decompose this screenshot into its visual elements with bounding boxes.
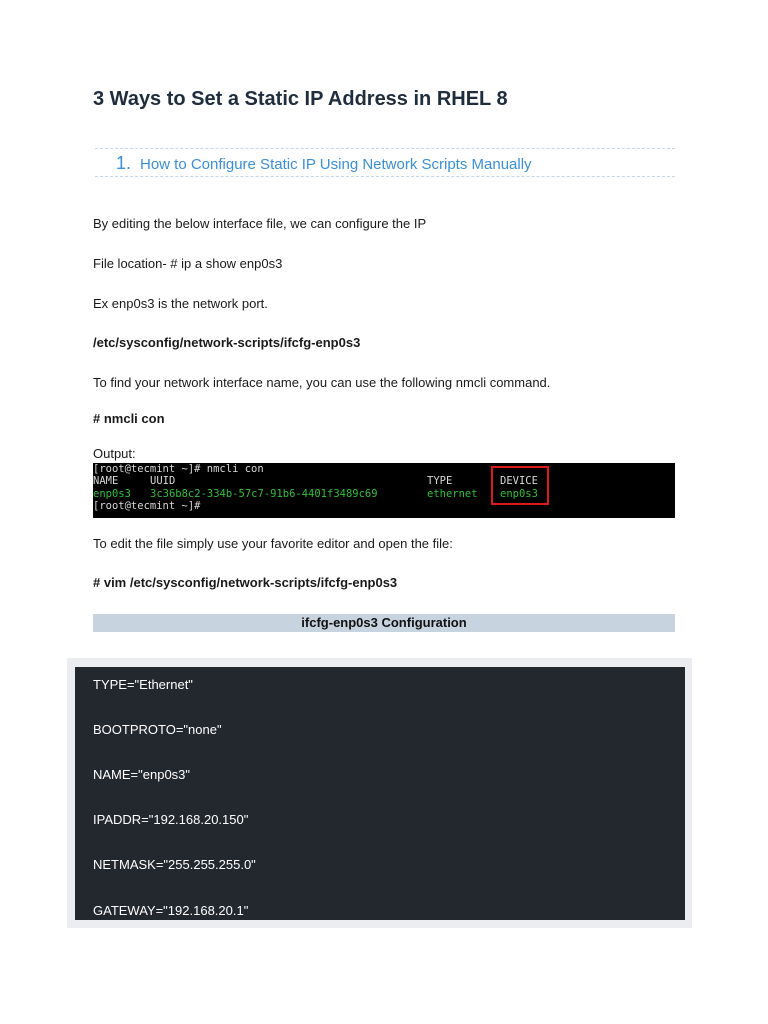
- intro-paragraph: By editing the below interface file, we can configure the IP: [93, 216, 427, 231]
- section-heading: How to Configure Static IP Using Network Scripts Manually: [140, 156, 532, 173]
- page-title: 3 Ways to Set a Static IP Address in RHEL 8: [93, 88, 508, 110]
- edit-file-text: To edit the file simply use your favorite editor and open the file:: [93, 536, 453, 551]
- code-block: [75, 667, 685, 920]
- terminal-header-name: NAME: [93, 475, 119, 487]
- terminal-header-device: DEVICE: [500, 475, 538, 487]
- file-path-text: /etc/sysconfig/network-scripts/ifcfg-enp0s3: [93, 335, 361, 350]
- terminal-end-prompt: [root@tecmint ~]#: [93, 500, 201, 512]
- config-line-bootproto: BOOTPROTO="none": [93, 722, 222, 737]
- terminal-prompt-line: [root@tecmint ~]# nmcli con: [93, 463, 264, 475]
- config-line-gateway: GATEWAY="192.168.20.1": [93, 903, 249, 918]
- network-port-text: Ex enp0s3 is the network port.: [93, 296, 268, 311]
- device-highlight-box: [491, 466, 549, 505]
- file-location-text: File location- # ip a show enp0s3: [93, 256, 283, 271]
- terminal-row-type: ethernet: [427, 488, 478, 500]
- config-line-name: NAME="enp0s3": [93, 767, 191, 782]
- find-interface-text: To find your network interface name, you can use the following nmcli command.: [93, 375, 551, 390]
- terminal-row-name: enp0s3: [93, 488, 131, 500]
- terminal-row-uuid: 3c36b8c2-334b-57c7-91b6-4401f3489c69: [150, 488, 378, 500]
- terminal-header-uuid: UUID: [150, 475, 176, 487]
- vim-command-text: # vim /etc/sysconfig/network-scripts/ifcfg-enp0s3: [93, 575, 398, 590]
- config-line-type: TYPE="Ethernet": [93, 677, 193, 692]
- output-label: Output:: [93, 446, 136, 461]
- config-line-ipaddr: IPADDR="192.168.20.150": [93, 812, 249, 827]
- nmcli-command-text: # nmcli con: [93, 411, 165, 426]
- config-table-header: ifcfg-enp0s3 Configuration: [93, 614, 675, 632]
- section-number: 1.: [116, 153, 132, 173]
- terminal-header-type: TYPE: [427, 475, 453, 487]
- config-line-netmask: NETMASK="255.255.255.0": [93, 857, 256, 872]
- terminal-row-device: enp0s3: [500, 488, 538, 500]
- terminal-screenshot: [93, 463, 675, 518]
